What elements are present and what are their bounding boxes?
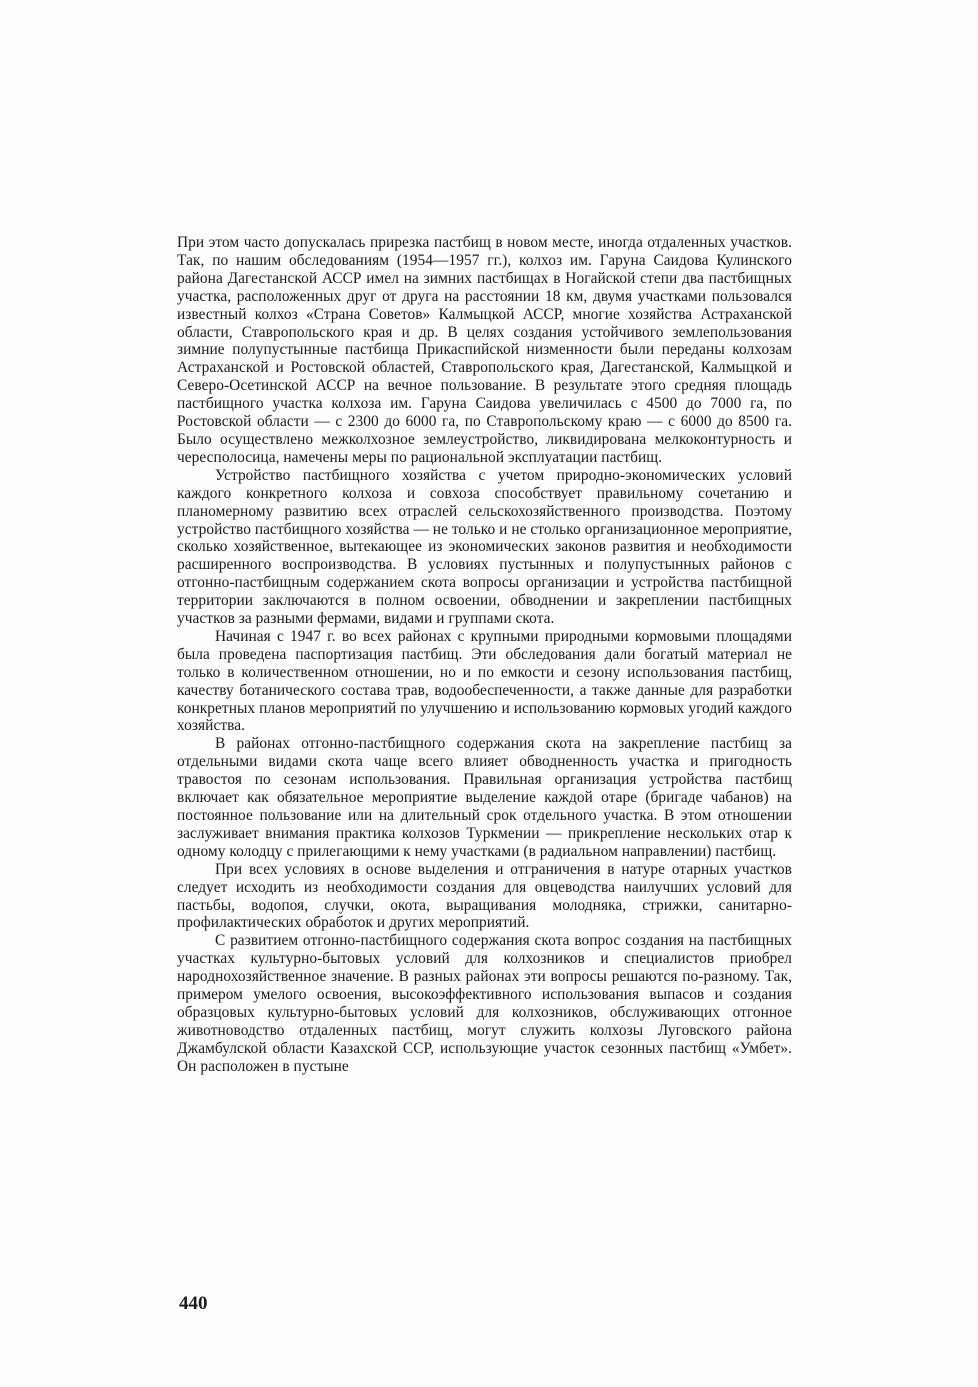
- paragraph-4: В районах отгонно-пастбищного содержания скота на закрепление пастбищ за отдельными видами скота чаще всего влияет обводненность участка и пригодность травостоя по сезонам использования. Правильная организация устройства пастбищ включает как обязательное мероприятие выделение каждой отаре (бригаде чабанов) на постоянное пользование или на длительный срок отдельного участка. В этом отношении заслуживает внимания практика колхозов Туркмении — прикрепление нескольких отар к одному колодцу с прилегающими к нему участками (в радиальном направлении) пастбищ.: [177, 735, 792, 860]
- paragraph-6: С развитием отгонно-пастбищного содержания скота вопрос создания на пастбищных участках культурно-бытовых условий для колхозников и специалистов приобрел народнохозяйственное значение. В разных районах эти вопросы решаются по-разному. Так, примером умелого освоения, высокоэффективного использования выпасов и создания образцовых культурно-бытовых условий для колхозников, обслуживающих отгонное животноводство отдаленных пастбищ, могут служить колхозы Луговского района Джамбулской области Казахской ССР, использующие участок сезонных пастбищ «Умбет». Он расположен в пустыне: [177, 932, 792, 1075]
- page-number: 440: [179, 1293, 208, 1314]
- paragraph-3: Начиная с 1947 г. во всех районах с крупными природными кормовыми площадями была проведена паспортизация пастбищ. Эти обследования дали богатый материал не только в количественном отношении, но и по емкости и сезону использования пастбищ, качеству ботанического состава трав, водообеспеченности, а также данные для разработки конкретных планов мероприятий по улучшению и использованию кормовых угодий каждого хозяйства.: [177, 627, 792, 735]
- paragraph-5: При всех условиях в основе выделения и отграничения в натуре отарных участков следует исходить из необходимости создания для овцеводства наилучших условий для пастьбы, водопоя, случки, окота, выращивания молодняка, стрижки, санитарно-профилактических обработок и других мероприятий.: [177, 860, 792, 932]
- paragraph-2: Устройство пастбищного хозяйства с учетом природно-экономических условий каждого конкретного колхоза и совхоза способствует правильному сочетанию и планомерному развитию всех отраслей сельскохозяйственного производства. Поэтому устройство пастбищного хозяйства — не только и не столько организационное мероприятие, сколько хозяйственное, вытекающее из экономических законов развития и необходимости расширенного воспроизводства. В условиях пустынных и полупустынных районов с отгонно-пастбищным содержанием скота вопросы организации и устройства пастбищной территории заключаются в полном освоении, обводнении и закреплении пастбищных участков за разными фермами, видами и группами скота.: [177, 466, 792, 628]
- paragraph-1: При этом часто допускалась прирезка пастбищ в новом месте, иногда отдаленных участков. Так, по нашим обследованиям (1954—1957 гг.), колхоз им. Гаруна Саидова Кулинского района Дагестанской АССР имел на зимних пастбищах в Ногайской степи два пастбищных участка, расположенных друг от друга на расстоянии 18 км, двумя участками пользовался известный колхоз «Страна Советов» Калмыцкой АССР, многие хозяйства Астраханской области, Ставропольского края и др. В целях создания устойчивого землепользования зимние полупустынные пастбища Прикаспийской низменности были переданы колхозам Астраханской и Ростовской областей, Ставропольского края, Дагестанской, Калмыцкой и Северо-Осетинской АССР на вечное пользование. В результате этого средняя площадь пастбищного участка колхоза им. Гаруна Саидова увеличилась с 4500 до 7000 га, по Ростовской области — с 2300 до 6000 га, по Ставропольскому краю — с 6000 до 8500 га. Было осуществлено межколхозное землеустройство, ликвидирована мелкоконтурность и чересполосица, намечены меры по рациональной эксплуатации пастбищ.: [177, 234, 792, 466]
- body-text: [177, 234, 792, 1076]
